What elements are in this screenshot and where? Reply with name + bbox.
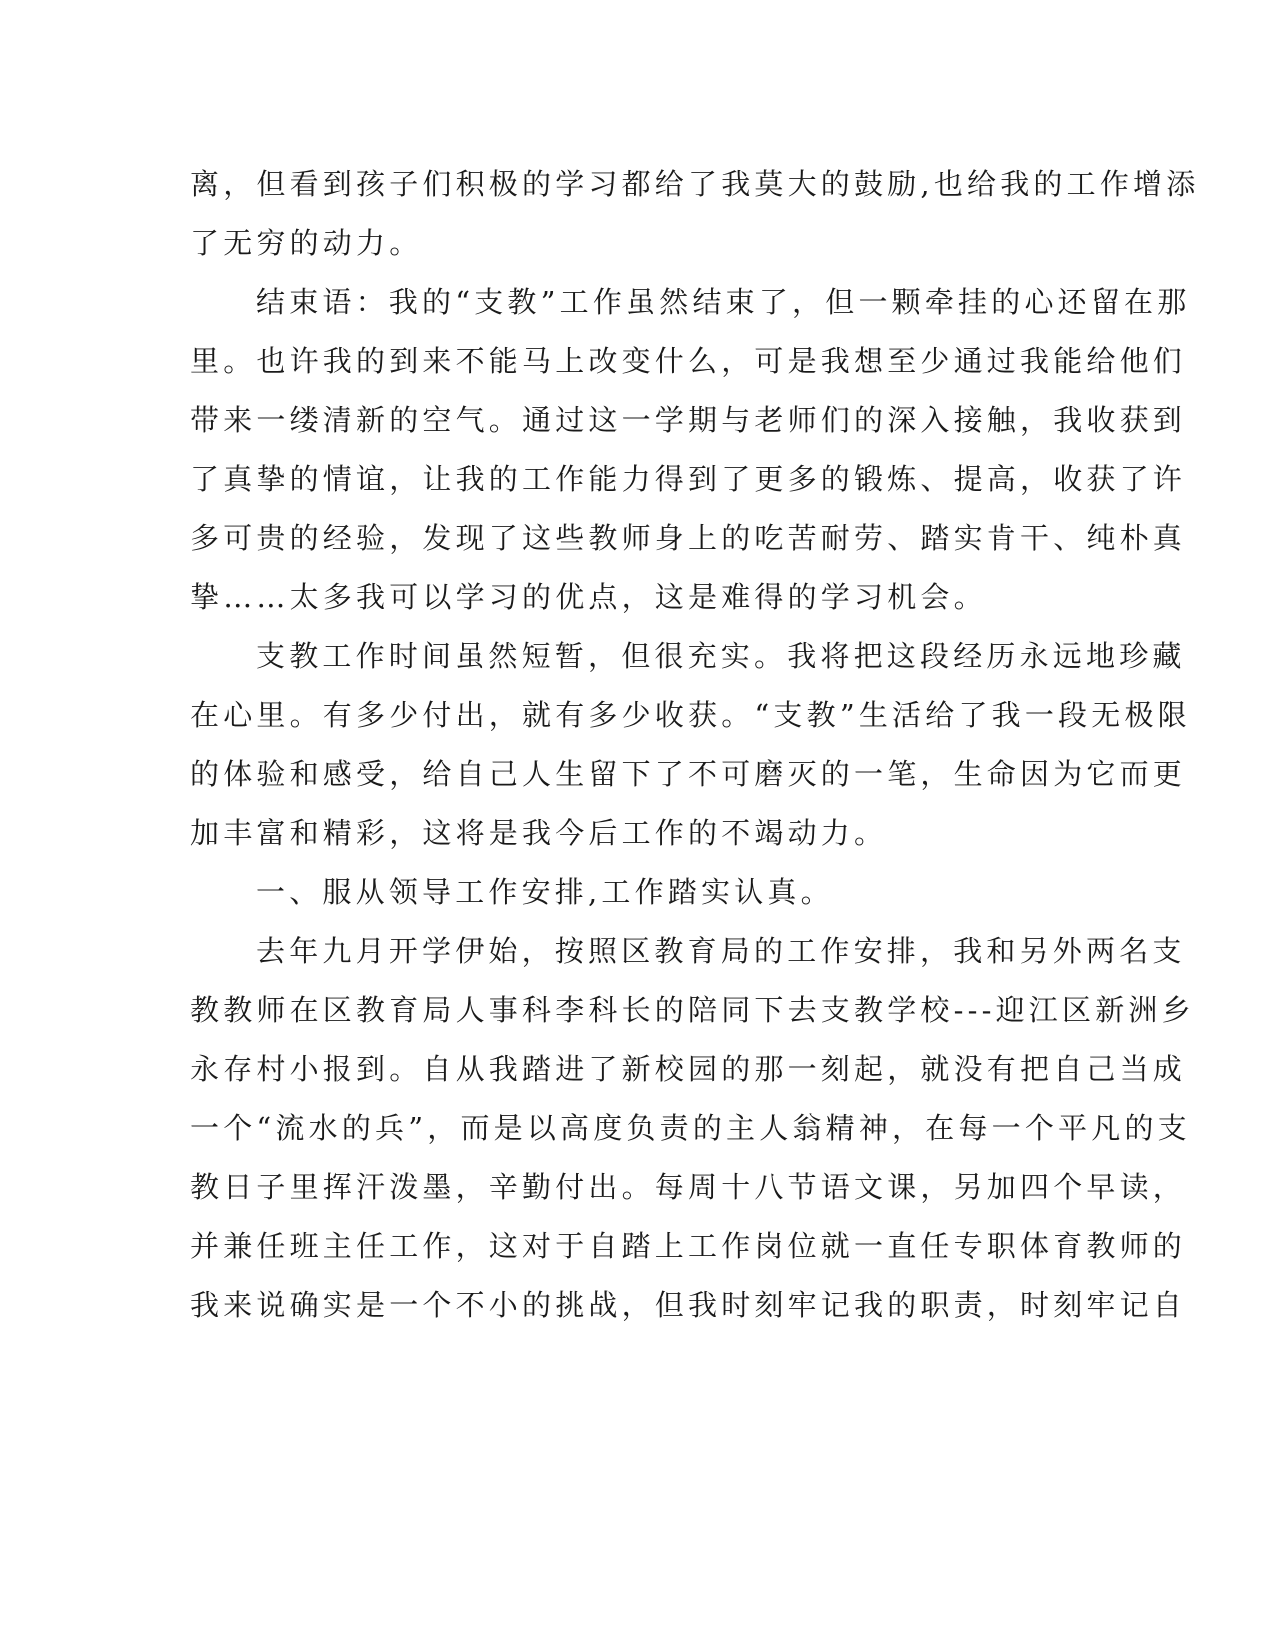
text-line: 加丰富和精彩，这将是我今后工作的不竭动力。 <box>190 816 888 850</box>
text-line: 里。也许我的到来不能马上改变什么，可是我想至少通过我能给他们 <box>190 344 1187 378</box>
text-line: 了真挚的情谊，让我的工作能力得到了更多的锻炼、提高，收获了许 <box>190 462 1187 496</box>
text-line: 一个“流水的兵”，而是以高度负责的主人翁精神，在每一个平凡的支 <box>190 1111 1191 1145</box>
text-line: 带来一缕清新的空气。通过这一学期与老师们的深入接触，我收获到 <box>190 403 1187 437</box>
paragraph-first-line: 去年九月开学伊始，按照区教育局的工作安排，我和另外两名支 <box>256 934 1186 968</box>
paragraph-first-line: 支教工作时间虽然短暂，但很充实。我将把这段经历永远地珍藏 <box>256 639 1186 673</box>
text-line: 并兼任班主任工作，这对于自踏上工作岗位就一直任专职体育教师的 <box>190 1229 1187 1263</box>
paragraph-first-line: 结束语：我的“支教”工作虽然结束了，但一颗牵挂的心还留在那 <box>256 285 1191 319</box>
text-line: 我来说确实是一个不小的挑战，但我时刻牢记我的职责，时刻牢记自 <box>190 1288 1187 1322</box>
text-line: 离，但看到孩子们积极的学习都给了我莫大的鼓励,也给我的工作增添 <box>190 167 1200 201</box>
text-line: 的体验和感受，给自己人生留下了不可磨灭的一笔，生命因为它而更 <box>190 757 1187 791</box>
text-line: 挚……太多我可以学习的优点，这是难得的学习机会。 <box>190 580 987 614</box>
body-text <box>190 155 1200 1335</box>
text-line: 教日子里挥汗泼墨，辛勤付出。每周十八节语文课，另加四个早读， <box>190 1170 1187 1204</box>
section-heading: 一、服从领导工作安排,工作踏实认真。 <box>256 875 834 909</box>
text-line: 在心里。有多少付出，就有多少收获。“支教”生活给了我一段无极限 <box>190 698 1191 732</box>
text-line: 了无穷的动力。 <box>190 226 423 260</box>
text-line: 多可贵的经验，发现了这些教师身上的吃苦耐劳、踏实肯干、纯朴真 <box>190 521 1187 555</box>
text-line: 永存村小报到。自从我踏进了新校园的那一刻起，就没有把自己当成 <box>190 1052 1187 1086</box>
text-line: 教教师在区教育局人事科李科长的陪同下去支教学校---迎江区新洲乡 <box>190 993 1195 1027</box>
